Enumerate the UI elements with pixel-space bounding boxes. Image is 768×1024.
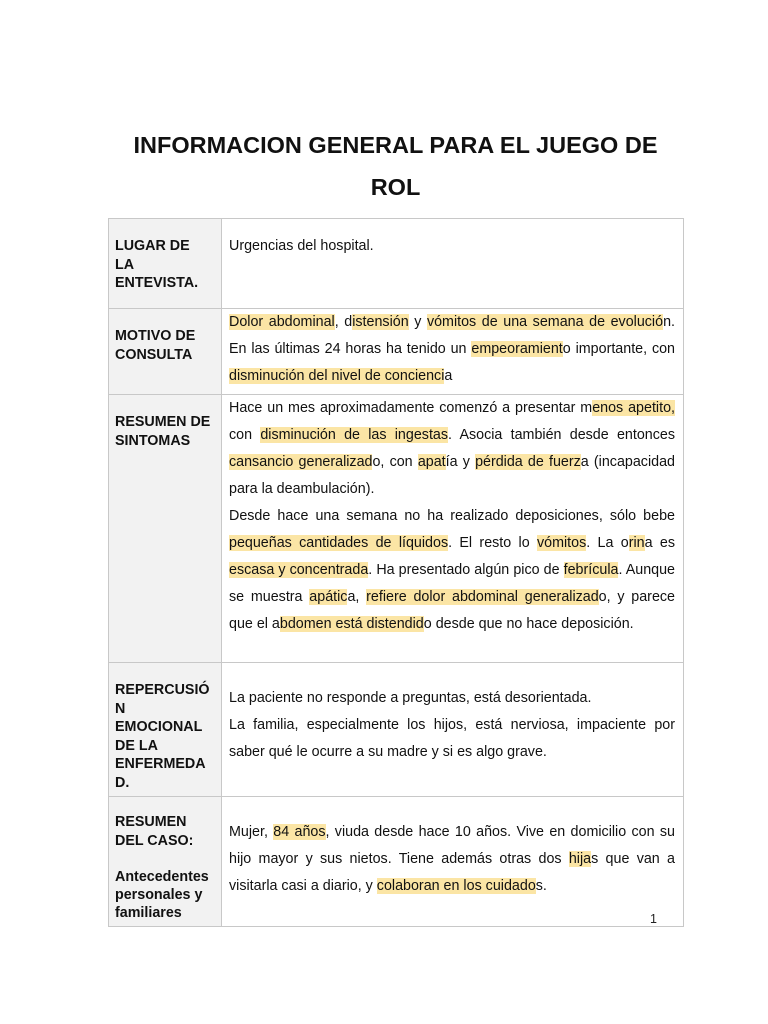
text-run: o desde que no hace deposición. [423, 616, 634, 632]
antecedentes-sublabel [115, 868, 215, 922]
highlighted-text: bdomen está distendid [279, 616, 424, 632]
table-row [109, 309, 684, 395]
highlighted-text: 84 años [273, 824, 326, 840]
highlighted-text: cansancio generalizad [229, 454, 373, 470]
label-line: LUGAR DE [115, 238, 190, 254]
table-row [109, 797, 684, 927]
label-line: MOTIVO DE [115, 328, 196, 344]
highlighted-text: enos apetito, [592, 400, 675, 416]
sintomas-paragraph-1 [229, 395, 675, 503]
repercusion-text [229, 685, 675, 766]
row-label-motivo [109, 309, 222, 395]
label-line: RESUMEN [115, 814, 187, 830]
text-run: s que van a visitarla casi a diario, y [229, 851, 676, 894]
highlighted-text: febrícula [563, 562, 619, 578]
text-run: . Ha presentado algún pico de [368, 562, 564, 578]
resumen-caso-text [229, 819, 675, 900]
text-run: n. En las últimas 24 horas ha tenido un [229, 314, 675, 357]
highlighted-text: Dolor abdominal [229, 314, 335, 330]
highlighted-text: pequeñas cantidades de líquidos [229, 535, 449, 551]
text-run: y [408, 314, 427, 330]
highlighted-text: vómitos [536, 535, 587, 551]
text-run: s. [535, 878, 547, 894]
text-run: a, [347, 589, 367, 605]
sintomas-paragraph-2 [229, 503, 675, 638]
table-row [109, 395, 684, 663]
lugar-text: Urgencias del hospital. [229, 238, 374, 254]
row-content-motivo [222, 309, 684, 395]
highlighted-text: pérdida de fuerz [475, 454, 581, 470]
label-line: Antecedentes [115, 869, 209, 885]
text-run: o importante, con [562, 341, 676, 357]
highlighted-text: colaboran en los cuidado [376, 878, 536, 894]
text-line: La familia, especialmente los hijos, está nerviosa, impaciente por saber qué le ocurre a su madre y si es algo grave. [229, 717, 675, 760]
label-line: REPERCUSIÓ [115, 682, 210, 698]
text-run: Mujer, [229, 824, 274, 840]
label-line: EMOCIONAL [115, 719, 203, 735]
highlighted-text: hija [568, 851, 592, 867]
label-line: ENFERMEDA [115, 756, 206, 772]
text-run: con [229, 427, 261, 443]
highlighted-text: vómitos de una semana de evolució [426, 314, 664, 330]
text-run: a es [644, 535, 675, 551]
text-run: . El resto lo [448, 535, 537, 551]
label-line: RESUMEN DE [115, 414, 211, 430]
table-row [109, 219, 684, 309]
label-line: D. [115, 774, 130, 791]
title-line-1: INFORMACION GENERAL PARA EL JUEGO DE [133, 132, 658, 158]
text-run: . Asocia también desde entonces [448, 427, 675, 443]
label-line: familiares [115, 905, 182, 921]
text-run: a (incapacidad para la deambulación). [229, 454, 675, 497]
table-row [109, 663, 684, 797]
label-line: SINTOMAS [115, 432, 191, 449]
text-run: o, con [372, 454, 418, 470]
highlighted-text: disminución del nivel de concienci [229, 368, 445, 384]
title-line-2: ROL [370, 174, 421, 200]
text-line: La paciente no responde a preguntas, está desorientada. [229, 690, 592, 706]
label-line: personales y [115, 887, 203, 903]
highlighted-text: rin [628, 535, 645, 551]
row-label-lugar [109, 219, 222, 309]
label-line: LA [115, 256, 135, 273]
highlighted-text: apátic [309, 589, 348, 605]
roleplay-info-table [108, 218, 684, 927]
text-run: , viuda desde hace 10 años. Vive en domicilio con su hijo mayor y sus nietos. Tiene además otras dos [229, 824, 675, 867]
label-line: CONSULTA [115, 346, 193, 363]
label-line: N [115, 700, 126, 717]
highlighted-text: disminución de las ingestas [260, 427, 449, 443]
highlighted-text: escasa y concentrada [229, 562, 369, 578]
row-content-resumen-sintomas [222, 395, 684, 663]
row-content-lugar [222, 219, 684, 309]
row-label-resumen-sintomas [109, 395, 222, 663]
label-line: ENTEVISTA. [115, 275, 199, 291]
text-run: . La o [586, 535, 629, 551]
motivo-text [229, 309, 675, 390]
highlighted-text: empeoramient [471, 341, 563, 357]
highlighted-text: istensión [352, 314, 409, 330]
page-number: 1 [650, 912, 657, 926]
text-run: , d [334, 314, 353, 330]
row-content-resumen-caso [222, 797, 684, 927]
row-content-repercusion [222, 663, 684, 797]
text-run: ía y [445, 454, 476, 470]
text-run: . Aunque se muestra [229, 562, 675, 605]
text-run: Desde hace una semana no ha realizado deposiciones, sólo bebe [229, 508, 675, 524]
text-run: a [444, 368, 453, 384]
text-run: Hace un mes aproximadamente comenzó a presentar m [229, 400, 593, 416]
label-line: DE LA [115, 737, 158, 754]
document-title [108, 124, 683, 208]
row-label-resumen-caso [109, 797, 222, 927]
label-line: DEL CASO: [115, 832, 194, 849]
highlighted-text: refiere dolor abdominal generalizad [366, 589, 599, 605]
highlighted-text: apat [417, 454, 446, 470]
text-run: o, y parece que el a [229, 589, 675, 632]
row-label-repercusion [109, 663, 222, 797]
